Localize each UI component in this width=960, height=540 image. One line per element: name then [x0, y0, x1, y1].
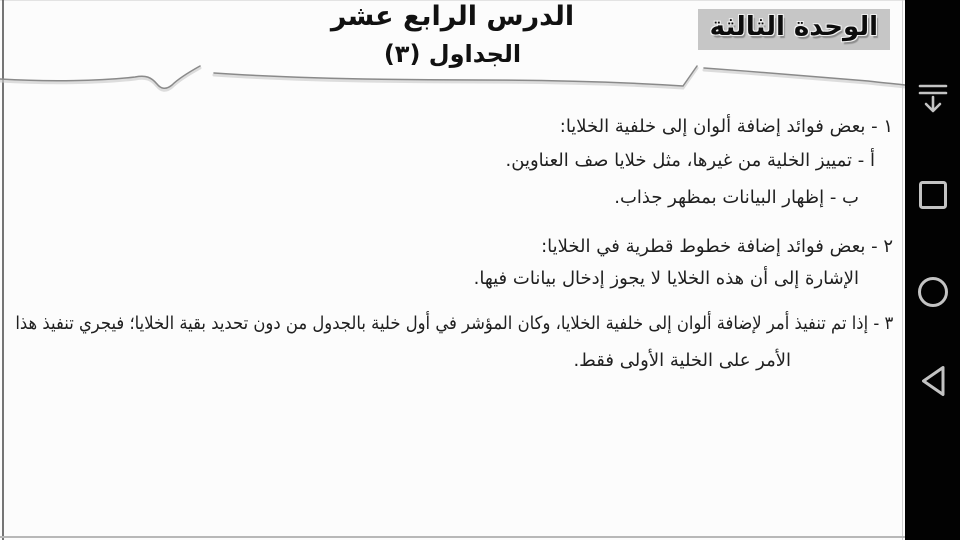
home-icon	[917, 276, 949, 308]
list-item-1a: أ - تمييز الخلية من غيرها، مثل خلايا صف العناوين.	[505, 150, 875, 171]
back-icon	[919, 364, 947, 398]
recents-icon	[918, 180, 948, 210]
page-left-edge	[2, 0, 4, 540]
list-item-3-continued: الأمر على الخلية الأولى فقط.	[573, 350, 791, 371]
list-item-2: ٢ - بعض فوائد إضافة خطوط قطرية في الخلايا:	[541, 236, 893, 257]
lesson-subtitle: الجداول (٣)	[383, 40, 522, 68]
unit-title-badge: الوحدة الثالثة	[698, 9, 890, 50]
lesson-title: الدرس الرابع عشر	[330, 1, 575, 32]
home-button[interactable]	[905, 276, 960, 308]
hide-keyboard-button[interactable]	[905, 80, 960, 116]
list-item-2-note: الإشارة إلى أن هذه الخلايا لا يجوز إدخال بيانات فيها.	[473, 268, 859, 289]
back-button[interactable]	[905, 364, 960, 398]
list-item-1: ١ - بعض فوائد إضافة ألوان إلى خلفية الخلايا:	[559, 116, 893, 137]
page-right-edge	[902, 0, 903, 540]
recents-button[interactable]	[905, 180, 960, 210]
list-item-3: ٣ - إذا تم تنفيذ أمر لإضافة ألوان إلى خلفية الخلايا، وكان المؤشر في أول خلية بالجدول من دون تحديد بقية الخلايا؛ فيجري تنفيذ هذا	[15, 313, 893, 334]
list-item-1b: ب - إظهار البيانات بمظهر جذاب.	[614, 187, 859, 208]
android-navigation-bar	[905, 0, 960, 540]
hide-keyboard-icon	[918, 80, 948, 116]
page-bottom-edge	[0, 536, 905, 538]
